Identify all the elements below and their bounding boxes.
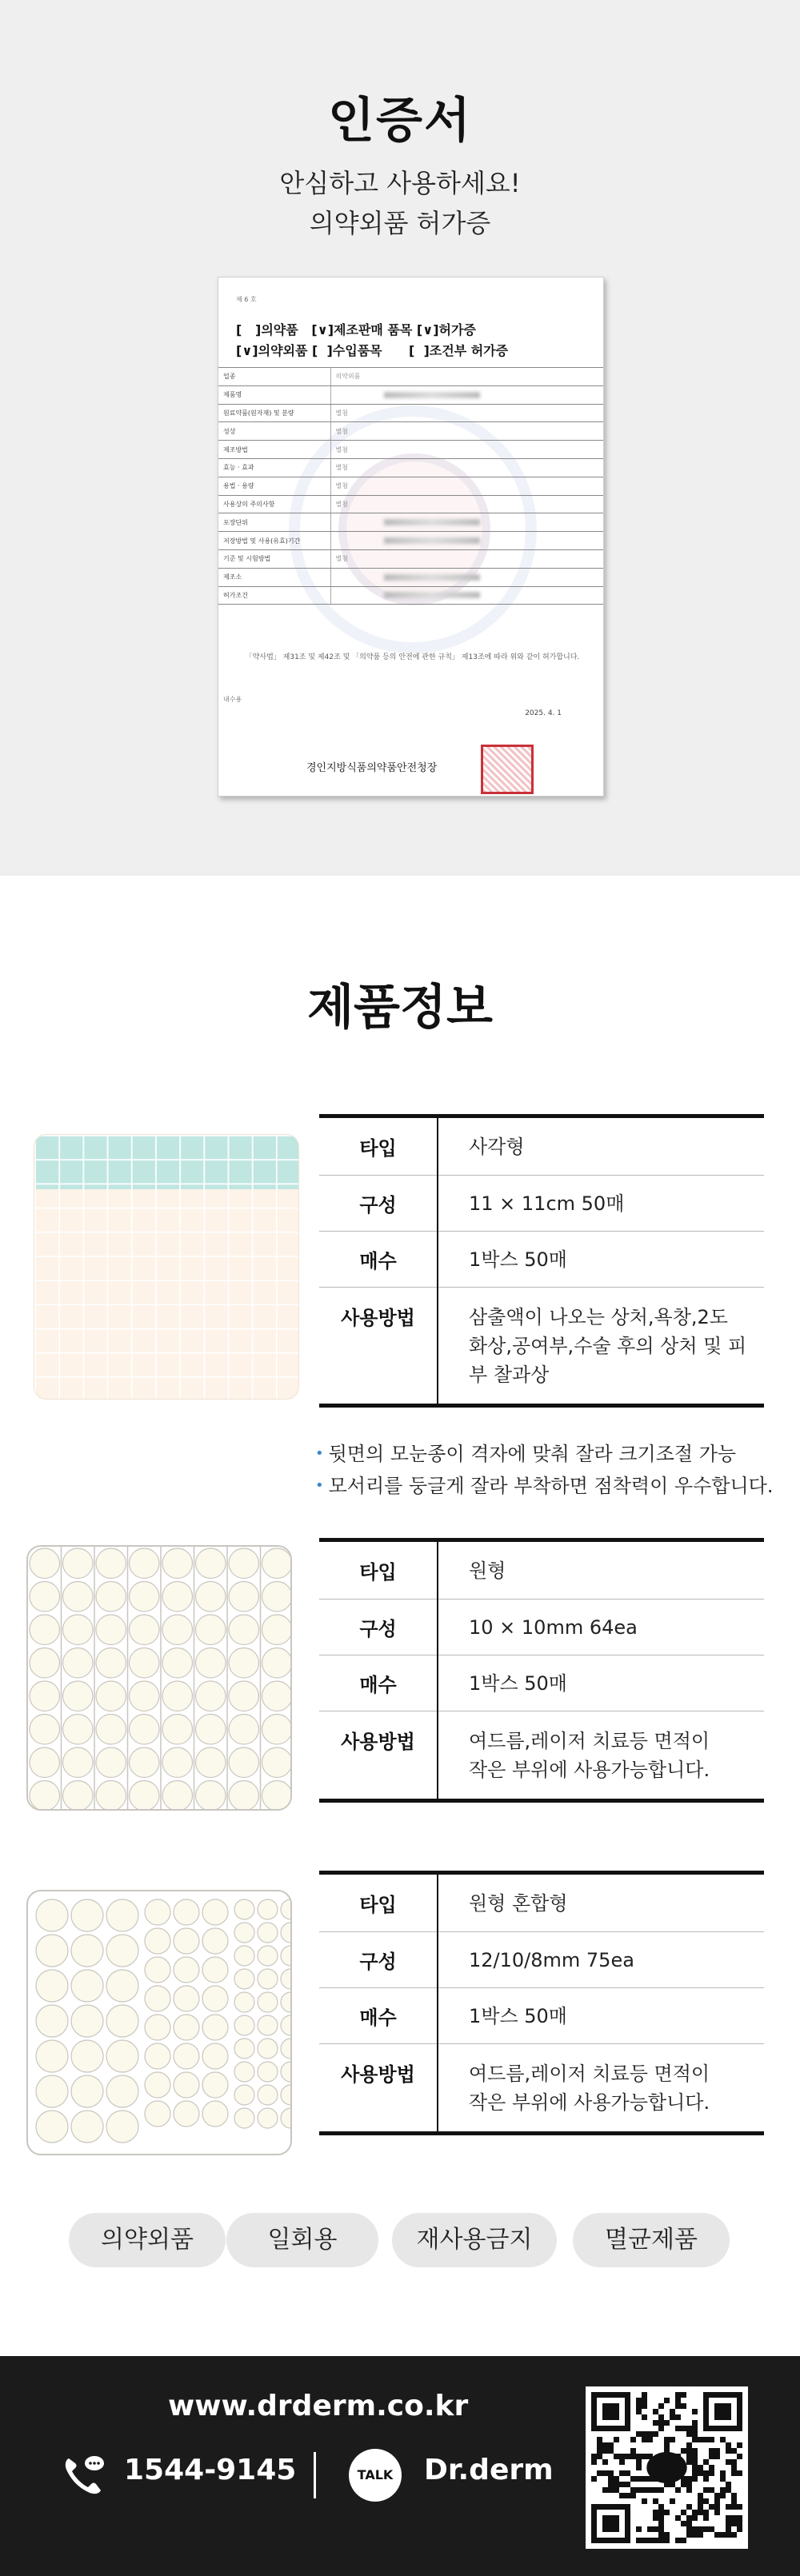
round-patch-small: [234, 2039, 254, 2059]
document-row-value: 별첨: [330, 549, 604, 568]
document-row-label: 원료약품(원자재) 및 분량: [218, 404, 330, 422]
document-row-label: 제품명: [218, 385, 330, 404]
round-patch-small: [234, 1899, 254, 1919]
round-patch-small: [234, 1923, 254, 1943]
square-patch-image: [34, 1134, 299, 1400]
round-patch: [130, 1681, 160, 1711]
spec-key: 구성: [319, 1932, 438, 1988]
document-issuer: 경인지방식품의약품안전청장: [306, 762, 438, 774]
spec-key: 매수: [319, 1655, 438, 1711]
document-row-value: [330, 568, 604, 586]
product-spec-table: [319, 1871, 764, 2135]
phone-number[interactable]: 1544-9145: [124, 2454, 297, 2486]
document-row-label: 효능 · 효과: [218, 458, 330, 477]
document-row: [218, 422, 604, 441]
round-patch: [130, 1781, 160, 1811]
round-patch-small: [234, 2108, 254, 2128]
round-patch: [162, 1648, 193, 1679]
kakao-talk-icon[interactable]: TALK: [349, 2449, 402, 2502]
document-row-label: 저장방법 및 사용(유효)기간: [218, 532, 330, 550]
spec-row: [319, 1176, 764, 1232]
round-patch-medium: [202, 1986, 228, 2011]
round-patch-small: [258, 1992, 278, 2012]
round-patch: [262, 1747, 293, 1778]
round-patch-small: [258, 1923, 278, 1943]
round-patch: [63, 1747, 94, 1778]
certificate-title: 인증서: [328, 93, 472, 149]
document-row-label: 제조방법: [218, 441, 330, 459]
round-patch-small: [281, 2015, 292, 2035]
document-row: [218, 513, 604, 532]
round-patch-large: [36, 1970, 68, 2002]
round-patch-large: [36, 2005, 68, 2037]
spec-value: 원형: [438, 1540, 764, 1600]
round-patch: [196, 1615, 226, 1645]
round-patch: [196, 1747, 226, 1778]
footer-divider: [314, 2452, 316, 2498]
website-link[interactable]: www.drderm.co.kr: [168, 2390, 469, 2422]
round-patch-medium: [174, 2072, 199, 2098]
spec-key: 사용방법: [319, 1711, 438, 1801]
document-legal-note: 「약사법」 제31조 및 제42조 및 「의약품 등의 안전에 관한 규칙」 제13조에 따라 위와 같이 허가합니다.: [245, 653, 580, 661]
note-item: • 뒷면의 모눈종이 격자에 맞춰 잘라 크기조절 가능: [315, 1443, 737, 1465]
round-patch-medium: [174, 2101, 199, 2127]
document-row-label: 허가조건: [218, 586, 330, 605]
round-patch: [96, 1747, 126, 1778]
round-patch: [30, 1681, 60, 1711]
round-patch-large: [36, 2040, 68, 2072]
qr-code[interactable]: [586, 2386, 748, 2549]
round-patch-medium: [202, 2043, 228, 2069]
tag-disposable: 일회용: [226, 2213, 378, 2267]
document-row: [218, 532, 604, 550]
round-patch-medium: [174, 1899, 199, 1925]
round-patch-medium: [174, 1957, 199, 1983]
round-patch: [30, 1648, 60, 1679]
round-patch: [196, 1781, 226, 1811]
round-patch-small: [281, 1899, 292, 1919]
spec-key: 매수: [319, 1988, 438, 2044]
spec-row: [319, 1873, 764, 1932]
round-patch-large: [71, 1970, 103, 2002]
round-patch-small: [281, 2108, 292, 2128]
round-patch-medium: [202, 1957, 228, 1983]
round-patch-medium: [202, 2015, 228, 2040]
document-row: [218, 368, 604, 386]
product-notes: [315, 1438, 773, 1502]
round-patch-large: [36, 2111, 68, 2143]
round-patch: [96, 1715, 126, 1745]
redacted-value: [384, 592, 480, 598]
spec-key: 매수: [319, 1232, 438, 1288]
round-patch: [262, 1781, 293, 1811]
round-patch: [262, 1548, 293, 1579]
document-row: [218, 549, 604, 568]
document-row-label: 업종: [218, 368, 330, 386]
round-patch-small: [281, 2062, 292, 2082]
document-row: [218, 495, 604, 513]
round-patch: [63, 1715, 94, 1745]
patch-grid: [34, 1135, 298, 1399]
round-patch: [30, 1747, 60, 1778]
bullet-icon: •: [315, 1445, 324, 1462]
document-row-label: 기준 및 시험방법: [218, 549, 330, 568]
bullet-icon: •: [315, 1477, 324, 1494]
round-patch: [162, 1715, 193, 1745]
round-patch: [96, 1582, 126, 1612]
tag-sterile: 멸균제품: [573, 2213, 730, 2267]
certificate-subtitle-permit: 의약외품 허가증: [309, 208, 491, 238]
spec-row: [319, 1711, 764, 1801]
spec-key: 구성: [319, 1176, 438, 1232]
round-patch-large: [106, 1935, 138, 1967]
round-patch-large: [36, 1935, 68, 1967]
spec-row: [319, 1655, 764, 1711]
round-patch: [30, 1548, 60, 1579]
round-patch: [196, 1548, 226, 1579]
document-row-value: [330, 385, 604, 404]
spec-value: 삼출액이 나오는 상처,욕창,2도 화상,공여부,수술 후의 상처 및 피부 찰과상: [469, 1305, 747, 1386]
tag-no-reuse: 재사용금지: [392, 2213, 557, 2267]
certificate-subtitle: 안심하고 사용하세요!: [279, 168, 521, 198]
round-patch-large: [71, 2040, 103, 2072]
document-row-value: [330, 513, 604, 532]
round-patch-large: [106, 1970, 138, 2002]
round-patch: [96, 1615, 126, 1645]
round-patch-medium: [145, 1928, 170, 1954]
round-patch: [262, 1681, 293, 1711]
round-patch-large: [36, 2075, 68, 2107]
official-stamp: [481, 745, 534, 794]
spec-row: [319, 1988, 764, 2044]
round-patch: [96, 1681, 126, 1711]
spec-row: [319, 1540, 764, 1600]
round-patch: [162, 1615, 193, 1645]
spec-key: 사용방법: [319, 1288, 438, 1406]
redacted-value: [384, 574, 480, 581]
redacted-value: [384, 519, 480, 525]
round-patch-large: [106, 2111, 138, 2143]
document-number: 제 6 호: [236, 296, 257, 303]
spec-value: 1박스 50매: [438, 1655, 764, 1711]
round-patch: [262, 1615, 293, 1645]
round-patch-small: [281, 1992, 292, 2012]
document-row: [218, 458, 604, 477]
round-patch: [196, 1648, 226, 1679]
document-row-value: 의약외품: [330, 368, 604, 386]
round-patch-small: [258, 2015, 278, 2035]
round-patch-medium: [174, 1928, 199, 1954]
spec-value: 1박스 50매: [438, 1232, 764, 1288]
round-patch-small: [258, 2062, 278, 2082]
round-patch: [96, 1781, 126, 1811]
round-patch: [30, 1615, 60, 1645]
document-type-line: [ ]의약품 [∨]제조판매 품목 [∨]허가증: [236, 322, 476, 337]
round-patch-small: [281, 1946, 292, 1966]
round-patch-medium: [202, 2072, 228, 2098]
redacted-value: [384, 392, 480, 398]
round-patch: [30, 1582, 60, 1612]
spec-row: [319, 1116, 764, 1176]
round-patch: [96, 1548, 126, 1579]
round-patch: [229, 1681, 259, 1711]
product-info-title: 제품정보: [307, 980, 493, 1036]
document-row-value: 별첨: [330, 477, 604, 495]
round-patch-large: [36, 1899, 68, 1931]
document-row-label: 용법 · 용량: [218, 477, 330, 495]
spec-row: [319, 1932, 764, 1988]
document-row: [218, 404, 604, 422]
document-row: [218, 441, 604, 459]
document-domestic-note: 내수용: [223, 696, 242, 703]
kakao-channel-link[interactable]: Dr.derm: [424, 2454, 554, 2486]
round-patch: [30, 1781, 60, 1811]
document-table: [218, 367, 604, 605]
document-row: [218, 586, 604, 605]
round-patch: [229, 1615, 259, 1645]
round-patch-image: [26, 1545, 292, 1811]
round-patch-small: [234, 2085, 254, 2105]
round-patch-large: [71, 2075, 103, 2107]
round-patch: [162, 1548, 193, 1579]
round-patch-medium: [145, 2043, 170, 2069]
round-patch-small: [258, 1969, 278, 1989]
certificate-section: [0, 0, 800, 876]
round-patch: [130, 1747, 160, 1778]
round-patch: [229, 1582, 259, 1612]
round-patch-small: [234, 1969, 254, 1989]
round-patch: [262, 1582, 293, 1612]
round-patch: [196, 1715, 226, 1745]
round-patch-small: [281, 2085, 292, 2105]
round-patch: [130, 1648, 160, 1679]
round-patch: [196, 1681, 226, 1711]
spec-value: 1박스 50매: [438, 1988, 764, 2044]
round-patch: [30, 1715, 60, 1745]
round-patch-small: [234, 2062, 254, 2082]
document-date: 2025. 4. 1: [525, 709, 562, 717]
spec-key: 구성: [319, 1600, 438, 1655]
round-patch: [63, 1615, 94, 1645]
round-patch-medium: [174, 2043, 199, 2069]
round-patch: [130, 1548, 160, 1579]
round-patch: [130, 1582, 160, 1612]
round-patch-large: [71, 2111, 103, 2143]
mixed-round-patch-image: [26, 1890, 292, 2155]
product-spec-table: [319, 1538, 764, 1803]
round-patch-small: [258, 1899, 278, 1919]
spec-value: 사각형: [438, 1116, 764, 1176]
spec-key: 타입: [319, 1540, 438, 1600]
document-row-value: 별첨: [330, 441, 604, 459]
round-patch-medium: [145, 2101, 170, 2127]
round-patch-medium: [174, 1986, 199, 2011]
round-patch: [63, 1681, 94, 1711]
round-patch-small: [258, 2108, 278, 2128]
round-patch: [229, 1648, 259, 1679]
round-patch: [162, 1681, 193, 1711]
product-tags: [0, 2213, 800, 2267]
spec-value: 12/10/8mm 75ea: [438, 1932, 764, 1988]
product-spec-table: [319, 1114, 764, 1408]
round-patch: [229, 1715, 259, 1745]
round-patch-medium: [174, 2015, 199, 2040]
round-patch-large: [71, 2005, 103, 2037]
spec-row: [319, 1232, 764, 1288]
round-patch-medium: [145, 2015, 170, 2040]
certificate-document-image: [218, 277, 604, 797]
round-patch: [63, 1781, 94, 1811]
document-row-value: [330, 586, 604, 605]
document-row: [218, 568, 604, 586]
round-patch: [130, 1615, 160, 1645]
round-patch: [229, 1548, 259, 1579]
round-patch-medium: [145, 1986, 170, 2011]
document-type-line: [∨]의약외품 [ ]수입품목 [ ]조건부 허가증: [236, 343, 509, 358]
document-row-value: 별첨: [330, 404, 604, 422]
round-patch-medium: [145, 1957, 170, 1983]
redacted-value: [384, 537, 480, 544]
document-row-value: 별첨: [330, 495, 604, 513]
round-patch-medium: [202, 1899, 228, 1925]
round-patch: [162, 1781, 193, 1811]
round-patch-medium: [202, 2101, 228, 2127]
round-patch-large: [106, 2005, 138, 2037]
tag-quasi-drug: 의약외품: [69, 2213, 226, 2267]
spec-key: 타입: [319, 1116, 438, 1176]
round-patch-small: [234, 1992, 254, 2012]
round-patch-medium: [145, 1899, 170, 1925]
round-patch-small: [258, 2085, 278, 2105]
document-row-label: 사용상의 주의사항: [218, 495, 330, 513]
round-patch-large: [106, 2075, 138, 2107]
note-item: • 모서리를 둥글게 잘라 부착하면 점착력이 우수합니다.: [315, 1475, 774, 1497]
round-patch-small: [258, 2039, 278, 2059]
spec-row: [319, 1600, 764, 1655]
round-patch-small: [281, 2039, 292, 2059]
round-patch-small: [234, 1946, 254, 1966]
round-patch: [63, 1582, 94, 1612]
document-row-label: 성상: [218, 422, 330, 441]
round-patch-small: [281, 1923, 292, 1943]
phone-chat-icon: [61, 2452, 107, 2498]
document-row-value: [330, 532, 604, 550]
spec-value: 10 × 10mm 64ea: [438, 1600, 764, 1655]
document-row-label: 제조소: [218, 568, 330, 586]
spec-value: 원형 혼합형: [438, 1873, 764, 1932]
round-patch-large: [71, 1935, 103, 1967]
document-row: [218, 477, 604, 495]
round-patch-small: [234, 2015, 254, 2035]
round-patch: [162, 1747, 193, 1778]
round-patch-large: [106, 2040, 138, 2072]
spec-key: 타입: [319, 1873, 438, 1932]
document-row-label: 포장단위: [218, 513, 330, 532]
round-patch-medium: [202, 1928, 228, 1954]
spec-row: [319, 2044, 764, 2134]
document-row-value: 별첨: [330, 422, 604, 441]
document-row-value: 별첨: [330, 458, 604, 477]
spec-value: 11 × 11cm 50매: [438, 1176, 764, 1232]
round-patch-large: [71, 1899, 103, 1931]
round-patch: [63, 1548, 94, 1579]
round-patch: [130, 1715, 160, 1745]
footer: [0, 2356, 800, 2576]
round-patch: [196, 1582, 226, 1612]
round-patch-small: [281, 1969, 292, 1989]
spec-key: 사용방법: [319, 2044, 438, 2134]
round-patch: [229, 1747, 259, 1778]
round-patch-small: [258, 1946, 278, 1966]
round-patch-medium: [145, 2072, 170, 2098]
round-patch-large: [106, 1899, 138, 1931]
document-row: [218, 385, 604, 404]
round-patch: [162, 1582, 193, 1612]
spec-value: 여드름,레이저 치료등 면적이 작은 부위에 사용가능합니다.: [469, 2062, 710, 2114]
spec-value: 여드름,레이저 치료등 면적이 작은 부위에 사용가능합니다.: [469, 1729, 710, 1781]
round-patch: [63, 1648, 94, 1679]
spec-row: [319, 1288, 764, 1406]
round-patch: [229, 1781, 259, 1811]
round-patch: [262, 1715, 293, 1745]
round-patch: [262, 1648, 293, 1679]
round-patch: [96, 1648, 126, 1679]
